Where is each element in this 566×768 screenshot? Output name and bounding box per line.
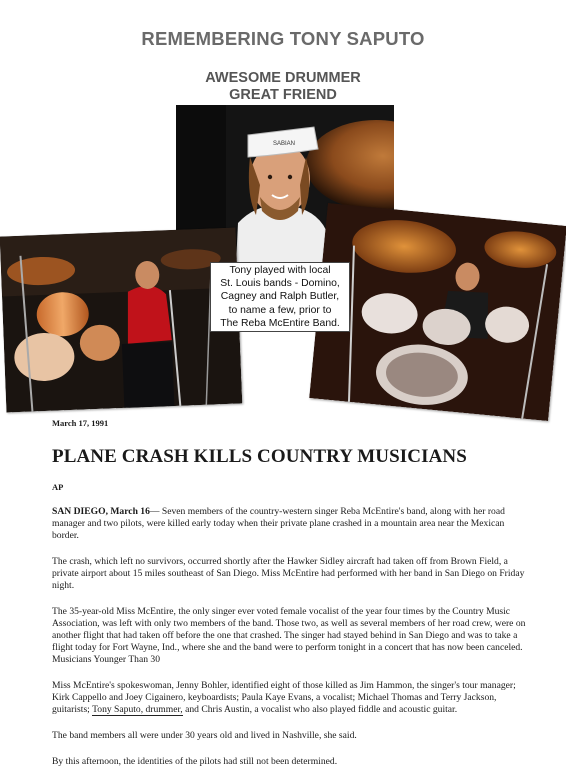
cap-logo-text: SABIAN xyxy=(272,141,296,147)
dateline: SAN DIEGO, March 16 xyxy=(52,506,150,517)
article-paragraph-3: The 35-year-old Miss McEntire, the only singer ever voted female vocalist of the year four times by the Country Music Association, was left with only two members of the band. Those two, as well as several members of her road crew, were on another flight that had taken off before the one that crashed. The singer had stayed behind in San Diego and was to take a flight today for Fort Wayne, Ind., where she and the band were to perform tonight in a concert that has now been canceled. Musicians Younger Than 30 xyxy=(52,606,526,665)
subtitle-line-1: AWESOME DRUMMER xyxy=(205,70,361,86)
caption-line: Tony played with local xyxy=(229,265,331,276)
subtitle xyxy=(0,70,566,104)
highlighted-name: Tony Saputo, drummer, xyxy=(92,704,183,715)
caption-line: The Reba McEntire Band. xyxy=(220,317,340,329)
article-date: March 17, 1991 xyxy=(52,418,109,428)
article-paragraph-1 xyxy=(52,506,532,542)
paragraph-text: Miss McEntire's spokeswoman, Jenny Bohler, identified eight of those killed as Jim Hammon, the singer's tour manager; Kirk Cappello and Joey Cigainero, keyboardists; Paula Kaye Evans, a vocalist; Michael Thomas and Terry Jackson, guitarists; xyxy=(52,680,516,715)
photo-caption xyxy=(210,262,350,332)
article-paragraph-6: By this afternoon, the identities of the pilots had still not been determined. xyxy=(52,756,338,767)
article-headline: PLANE CRASH KILLS COUNTRY MUSICIANS xyxy=(52,446,467,467)
page-title: REMEMBERING TONY SAPUTO xyxy=(141,28,425,49)
caption-line: to name a few, prior to xyxy=(228,304,332,316)
article-paragraph-2: The crash, which left no survivors, occurred shortly after the Hawker Sidley aircraft had taken off from Brown Field, a private airport about 15 miles southeast of San Diego. Miss McEntire had performed with her band in San Diego on Friday night. xyxy=(52,556,525,591)
article-paragraph-4 xyxy=(52,680,532,716)
stage-photo-left xyxy=(0,228,242,413)
news-article xyxy=(52,418,532,768)
article-paragraph-5: The band members all were under 30 years old and lived in Nashville, she said. xyxy=(52,730,357,741)
paragraph-text: and Chris Austin, a vocalist who also played fiddle and acoustic guitar. xyxy=(182,704,458,715)
caption-line: Cagney and Ralph Butler, xyxy=(220,291,340,303)
caption-line: St. Louis bands - Domino, xyxy=(220,278,340,290)
article-source: AP xyxy=(52,482,64,492)
subtitle-line-2: GREAT FRIEND xyxy=(229,87,337,103)
paragraph-text: — Seven members of the country-western singer Reba McEntire's band, along with her road manager and two pilots, were killed early today when their private plane crashed in a mountain area near the Mexican border. xyxy=(52,506,505,541)
